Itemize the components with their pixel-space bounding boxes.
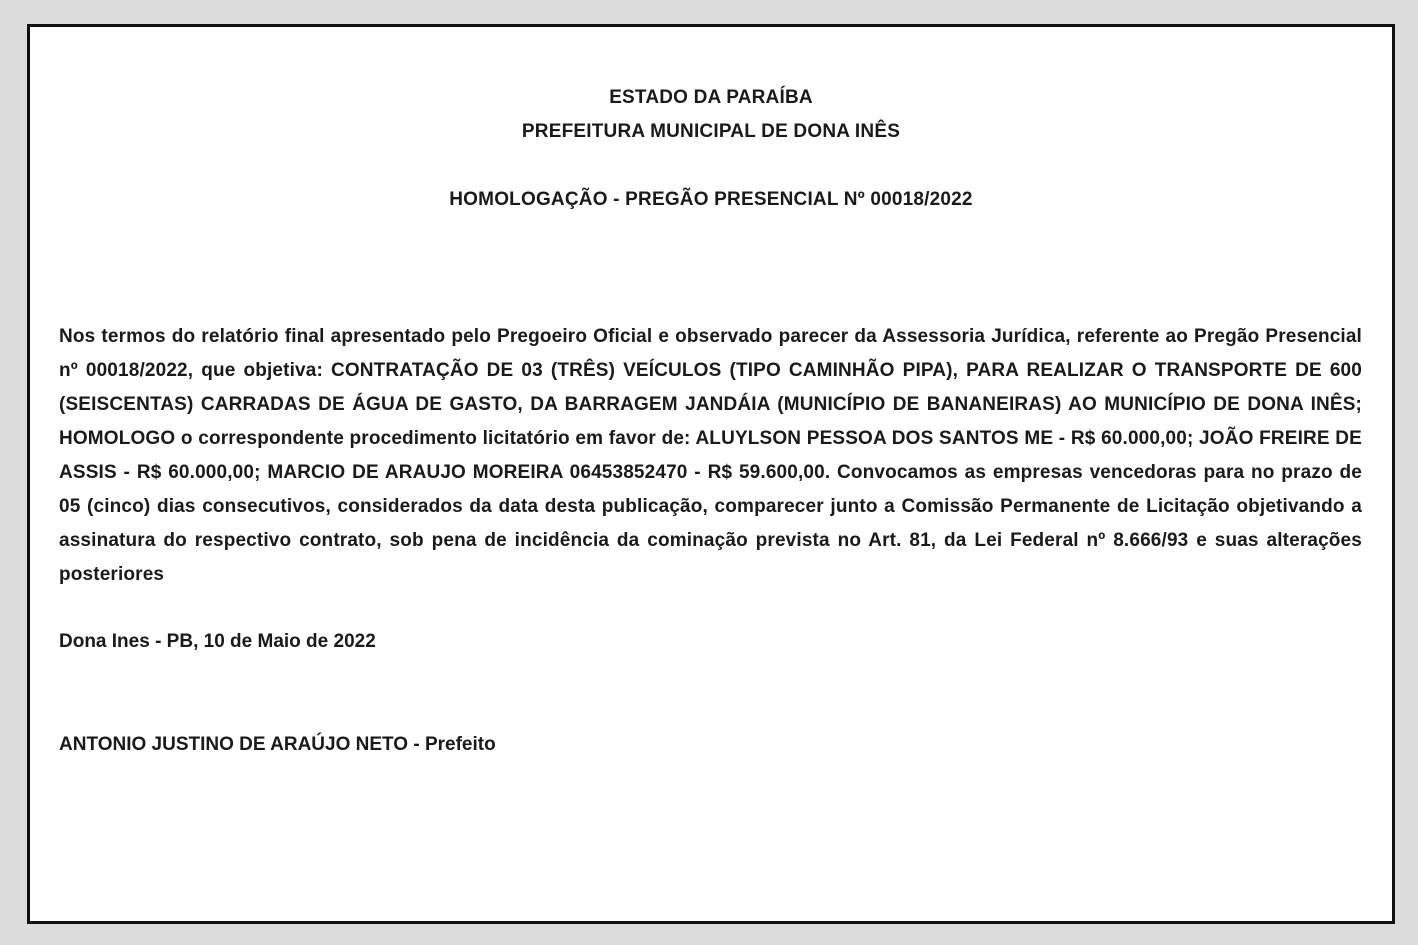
body-paragraph: Nos termos do relatório final apresentado pelo Pregoeiro Oficial e observado parecer da Assessoria Jurídica, referente ao Pregão Presencial nº 00018/2022, que objetiva: CONTRATAÇÃO DE 03 (TRÊS) VEÍCULOS (TIPO CAMINHÃO PIPA), PARA REALIZAR O TRANSPORTE DE 600 (SEISCENTAS) CARRADAS DE ÁGUA DE GASTO, DA BARRAGEM JANDÁIA (MUNICÍPIO DE BANANEIRAS) AO MUNICÍPIO DE DONA INÊS; HOMOLOGO o correspondente procedimento licitatório em favor de: ALUYLSON PESSOA DOS SANTOS ME - R$ 60.000,00; JOÃO FREIRE DE ASSIS - R$ 60.000,00; MARCIO DE ARAUJO MOREIRA 06453852470 - R$ 59.600,00. Convocamos as empresas vencedoras para no prazo de 05 (cinco) dias consecutivos, considerados da data desta publicação, comparecer junto a Comissão Permanente de Licitação objetivando a assinatura do respectivo contrato, sob pena de incidência da cominação prevista no Art. 81, da Lei Federal nº 8.666/93 e suas alterações posteriores [59,326,1362,585]
signature-line: ANTONIO JUSTINO DE ARAÚJO NETO - Prefeito [59,734,496,755]
document-title: HOMOLOGAÇÃO - PREGÃO PRESENCIAL Nº 00018/2022 [449,189,973,210]
state-heading: ESTADO DA PARAÍBA [609,87,813,108]
place-date: Dona Ines - PB, 10 de Maio de 2022 [59,631,376,652]
document-frame [27,24,1395,924]
municipality-heading: PREFEITURA MUNICIPAL DE DONA INÊS [521,121,901,142]
